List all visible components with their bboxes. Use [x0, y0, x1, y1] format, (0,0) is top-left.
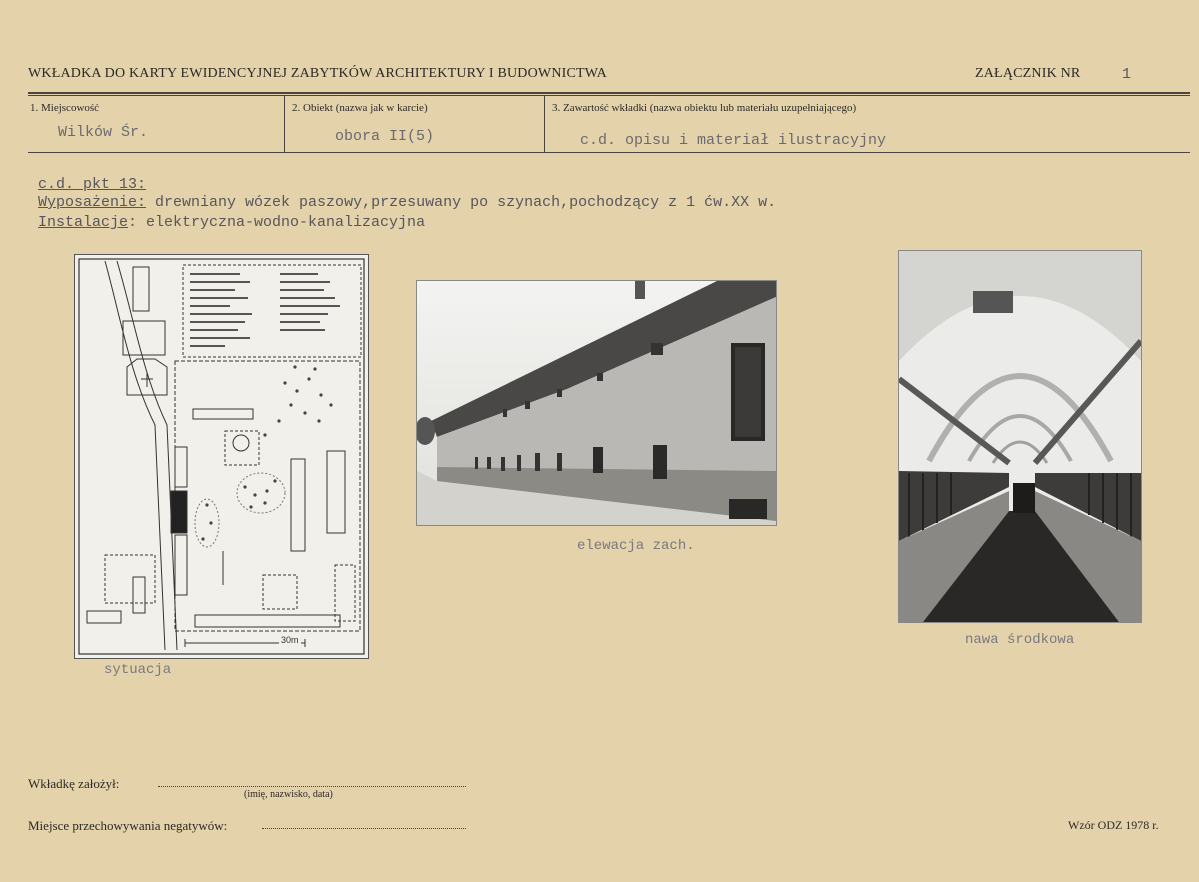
caption-west-elevation: elewacja zach.	[577, 538, 695, 554]
caption-central-aisle: nawa środkowa	[965, 632, 1075, 648]
installations-key: Instalacje	[38, 214, 129, 231]
central-aisle-photo	[899, 251, 1141, 622]
card-title: WKŁADKA DO KARTY EWIDENCYJNEJ ZABYTKÓW ARCHITEKTURY I BUDOWNICTWA	[28, 66, 607, 81]
field-label-content: 3. Zawartość wkładki (nazwa obiektu lub materiału uzupełniającego)	[552, 102, 857, 114]
equipment-key: Wyposażenie:	[38, 194, 147, 211]
field-value-locality: Wilków Śr.	[58, 124, 149, 141]
site-plan-drawing	[75, 255, 368, 658]
section-ref: c.d. pkt 13:	[38, 176, 147, 193]
field-label-object: 2. Obiekt (nazwa jak w karcie)	[292, 102, 428, 114]
photo-central-aisle	[898, 250, 1142, 623]
attachment-label: ZAŁĄCZNIK NR	[975, 66, 1081, 81]
field-label-locality: 1. Miejscowość	[30, 102, 100, 114]
founder-field[interactable]	[158, 786, 466, 787]
plan-scale-label: 30m	[281, 635, 299, 645]
form-code: Wzór ODZ 1978 r.	[1068, 818, 1159, 832]
fields-rule	[28, 152, 1190, 153]
west-elevation-photo	[417, 281, 776, 525]
field-divider	[544, 96, 545, 152]
equipment-value: drewniany wózek paszowy,przesuwany po szynach,pochodzący z 1 ćw.XX w.	[146, 194, 777, 211]
field-value-object: obora II(5)	[335, 128, 435, 145]
attachment-number: 1	[1122, 66, 1132, 83]
founder-hint: (imię, nazwisko, data)	[244, 789, 333, 800]
negatives-field[interactable]	[262, 828, 466, 829]
header-rule-thin	[28, 95, 1190, 96]
photo-west-elevation	[416, 280, 777, 526]
negatives-label: Miejsce przechowywania negatywów:	[28, 818, 228, 833]
field-value-content: c.d. opisu i materiał ilustracyjny	[580, 132, 887, 149]
installations-value: : elektryczna-wodno-kanalizacyjna	[128, 214, 426, 231]
founder-label: Wkładkę założył:	[28, 776, 120, 791]
site-plan-image	[74, 254, 369, 659]
header-rule	[28, 92, 1190, 94]
equipment-line	[38, 194, 776, 211]
installations-line	[38, 214, 425, 231]
field-divider	[284, 96, 285, 152]
caption-plan: sytuacja	[104, 662, 172, 678]
